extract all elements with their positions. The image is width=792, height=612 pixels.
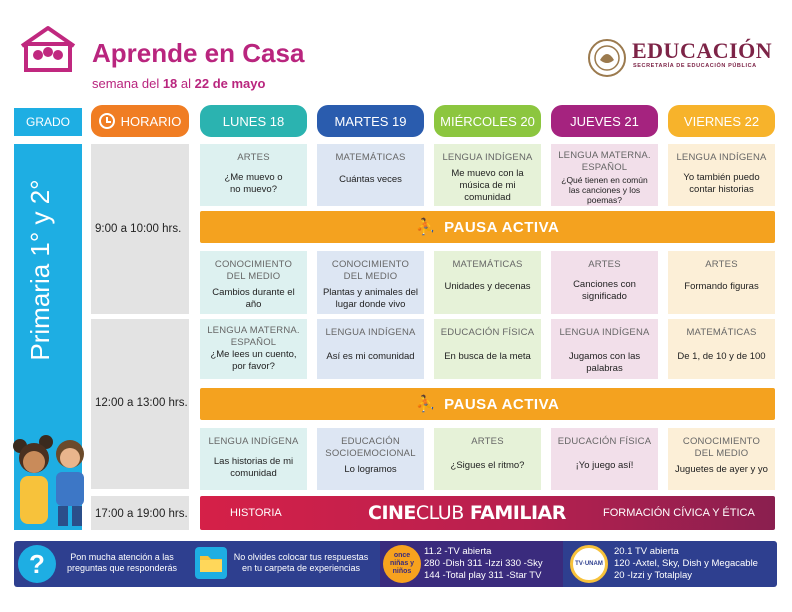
topic-label: Me muevo con la música de mi comunidad xyxy=(451,168,524,203)
day-label: LUNES 18 xyxy=(222,113,285,129)
grade-text: Primaria 1° y 2° xyxy=(24,179,55,361)
kids-icon xyxy=(8,432,94,530)
pausa-activa-bar xyxy=(200,211,775,243)
class-cell xyxy=(434,251,541,314)
horario-header xyxy=(91,105,189,137)
channel-line: 20.1 TV abierta xyxy=(614,546,679,557)
subtitle-start: 18 xyxy=(162,76,178,91)
class-cell xyxy=(551,428,658,490)
cineclub-part-c: FAMILIAR xyxy=(463,502,566,524)
subject-label: MATEMÁTICAS xyxy=(452,259,523,270)
class-cell xyxy=(434,428,541,490)
pausa-activa-bar xyxy=(200,388,775,420)
cineclub-part-b: CLUB xyxy=(415,502,464,524)
day-header-wednesday xyxy=(434,105,541,137)
seal-icon xyxy=(587,38,627,78)
folder-icon xyxy=(194,546,228,580)
class-cell xyxy=(668,251,775,314)
day-label: JUEVES 21 xyxy=(570,113,639,129)
once-ninos-logo xyxy=(383,545,421,583)
class-cell xyxy=(668,144,775,206)
evening-right-label: FORMACIÓN CÍVICA Y ÉTICA xyxy=(603,507,755,519)
tip-attention: Pon mucha atención a las preguntas que responderás xyxy=(66,552,178,573)
topic-label: Formando figuras xyxy=(684,281,759,292)
exercise-icon: ⛹ xyxy=(415,396,437,413)
subject-label: LENGUA INDÍGENA xyxy=(325,327,416,338)
subject-label: LENGUA MATERNA. ESPAÑOL xyxy=(207,325,300,348)
class-cell xyxy=(434,144,541,206)
class-cell xyxy=(200,251,307,314)
channel-line: 20 -Izzi y Totalplay xyxy=(614,570,692,581)
clock-icon xyxy=(99,113,115,129)
brand-sub: SECRETARÍA DE EDUCACIÓN PÚBLICA xyxy=(633,63,757,69)
page-title: Aprende en Casa xyxy=(92,38,305,68)
day-header-friday xyxy=(668,105,775,137)
exercise-icon: ⛹ xyxy=(415,219,437,236)
subject-label: EDUCACIÓN SOCIOEMOCIONAL xyxy=(325,436,416,459)
topic-label: ¿Sigues el ritmo? xyxy=(450,460,525,471)
time-label: 9:00 a 10:00 hrs. xyxy=(95,223,182,235)
kids-illustration xyxy=(8,432,94,530)
subject-label: LENGUA INDÍGENA xyxy=(559,327,650,338)
day-header-thursday xyxy=(551,105,658,137)
evening-left-label: HISTORIA xyxy=(230,507,282,519)
subject-label: ARTES xyxy=(588,259,621,270)
house-logo xyxy=(18,24,78,72)
topic-label: Juguetes de ayer y yo xyxy=(675,464,768,475)
question-icon: ? xyxy=(18,545,56,583)
cineclub-part-a: CINE xyxy=(368,502,416,524)
topic-label: Jugamos con las palabras xyxy=(568,351,641,374)
time-label: 17:00 a 19:00 hrs. xyxy=(95,508,188,520)
tvunam-logo-text: TV·UNAM xyxy=(575,561,603,567)
subject-label: MATEMÁTICAS xyxy=(686,327,757,338)
topic-label: Lo logramos xyxy=(344,464,397,475)
topic-label: Cambios durante el año xyxy=(212,287,295,310)
subject-label: EDUCACIÓN FÍSICA xyxy=(440,327,535,338)
subject-label: LENGUA INDÍGENA xyxy=(208,436,299,447)
topic-label: Yo también puedo contar historias xyxy=(683,172,760,195)
topic-label: ¡Yo juego así! xyxy=(575,460,634,471)
subtitle-prefix: semana del xyxy=(92,76,163,91)
day-header-monday xyxy=(200,105,307,137)
channel-list-unam xyxy=(614,546,758,582)
subject-label: LENGUA INDÍGENA xyxy=(442,152,533,163)
subject-label: CONOCIMIENTO DEL MEDIO xyxy=(214,259,293,282)
time-label: 12:00 a 13:00 hrs. xyxy=(95,397,188,409)
topic-label: Plantas y animales del lugar donde vivo xyxy=(322,287,419,310)
day-label: MIÉRCOLES 20 xyxy=(440,113,535,129)
subject-label: CONOCIMIENTO DEL MEDIO xyxy=(682,436,761,459)
class-cell xyxy=(200,428,307,490)
tip-folder: No olvides colocar tus respuestas en tu carpeta de experiencias xyxy=(233,552,369,573)
class-cell xyxy=(668,428,775,490)
class-cell xyxy=(200,144,307,206)
class-cell xyxy=(551,144,658,206)
subject-label: CONOCIMIENTO DEL MEDIO xyxy=(331,259,410,282)
week-subtitle xyxy=(92,76,265,91)
once-logo-text: once niñas y niños xyxy=(389,552,415,575)
subject-label: LENGUA INDÍGENA xyxy=(676,152,767,163)
sep-logo xyxy=(587,38,627,78)
pausa-label: PAUSA ACTIVA xyxy=(444,395,560,413)
subject-label: ARTES xyxy=(705,259,738,270)
pausa-label: PAUSA ACTIVA xyxy=(444,218,560,236)
topic-label: Canciones con significado xyxy=(573,279,636,302)
subject-label: ARTES xyxy=(237,152,270,163)
class-cell xyxy=(317,251,424,314)
topic-label: Unidades y decenas xyxy=(444,281,531,292)
day-label: VIERNES 22 xyxy=(683,113,760,129)
topic-label: Cuántas veces xyxy=(339,174,402,185)
subtitle-mid: al xyxy=(177,76,195,91)
subtitle-end: 22 de mayo xyxy=(194,76,266,91)
topic-label: ¿Me lees un cuento, por favor? xyxy=(210,349,297,372)
subject-label: EDUCACIÓN FÍSICA xyxy=(557,436,652,447)
class-cell xyxy=(551,319,658,379)
channel-line: 120 -Axtel, Sky, Dish y Megacable xyxy=(614,558,758,569)
topic-label: ¿Qué tienen en común las canciones y los poemas? xyxy=(561,175,648,205)
cineclub-logo xyxy=(368,502,566,524)
channel-list-once xyxy=(424,546,543,582)
topic-label: Así es mi comunidad xyxy=(326,351,415,362)
subject-label: MATEMÁTICAS xyxy=(335,152,406,163)
topic-label: ¿Me muevo o no muevo? xyxy=(224,172,283,195)
channel-line: 280 -Dish 311 -Izzi 330 -Sky xyxy=(424,558,543,569)
class-cell xyxy=(317,428,424,490)
house-icon xyxy=(18,24,78,72)
class-cell xyxy=(317,319,424,379)
day-header-tuesday xyxy=(317,105,424,137)
horario-label: HORARIO xyxy=(120,113,182,129)
topic-label: De 1, de 10 y de 100 xyxy=(677,351,766,362)
class-cell xyxy=(668,319,775,379)
tv-unam-logo xyxy=(570,545,608,583)
grade-label xyxy=(20,110,60,430)
folder-svg-icon xyxy=(194,546,228,580)
class-cell xyxy=(551,251,658,314)
grado-label: GRADO xyxy=(25,115,70,129)
class-cell xyxy=(317,144,424,206)
subject-label: LENGUA MATERNA. ESPAÑOL xyxy=(558,150,651,173)
channel-line: 11.2 -TV abierta xyxy=(424,546,492,557)
class-cell xyxy=(434,319,541,379)
topic-label: Las historias de mi comunidad xyxy=(213,456,294,479)
topic-label: En busca de la meta xyxy=(444,351,531,362)
day-label: MARTES 19 xyxy=(334,113,407,129)
class-cell xyxy=(200,319,307,379)
subject-label: ARTES xyxy=(471,436,504,447)
brand-name: EDUCACIÓN xyxy=(632,38,773,63)
channel-line: 144 -Total play 311 -Star TV xyxy=(424,570,542,581)
